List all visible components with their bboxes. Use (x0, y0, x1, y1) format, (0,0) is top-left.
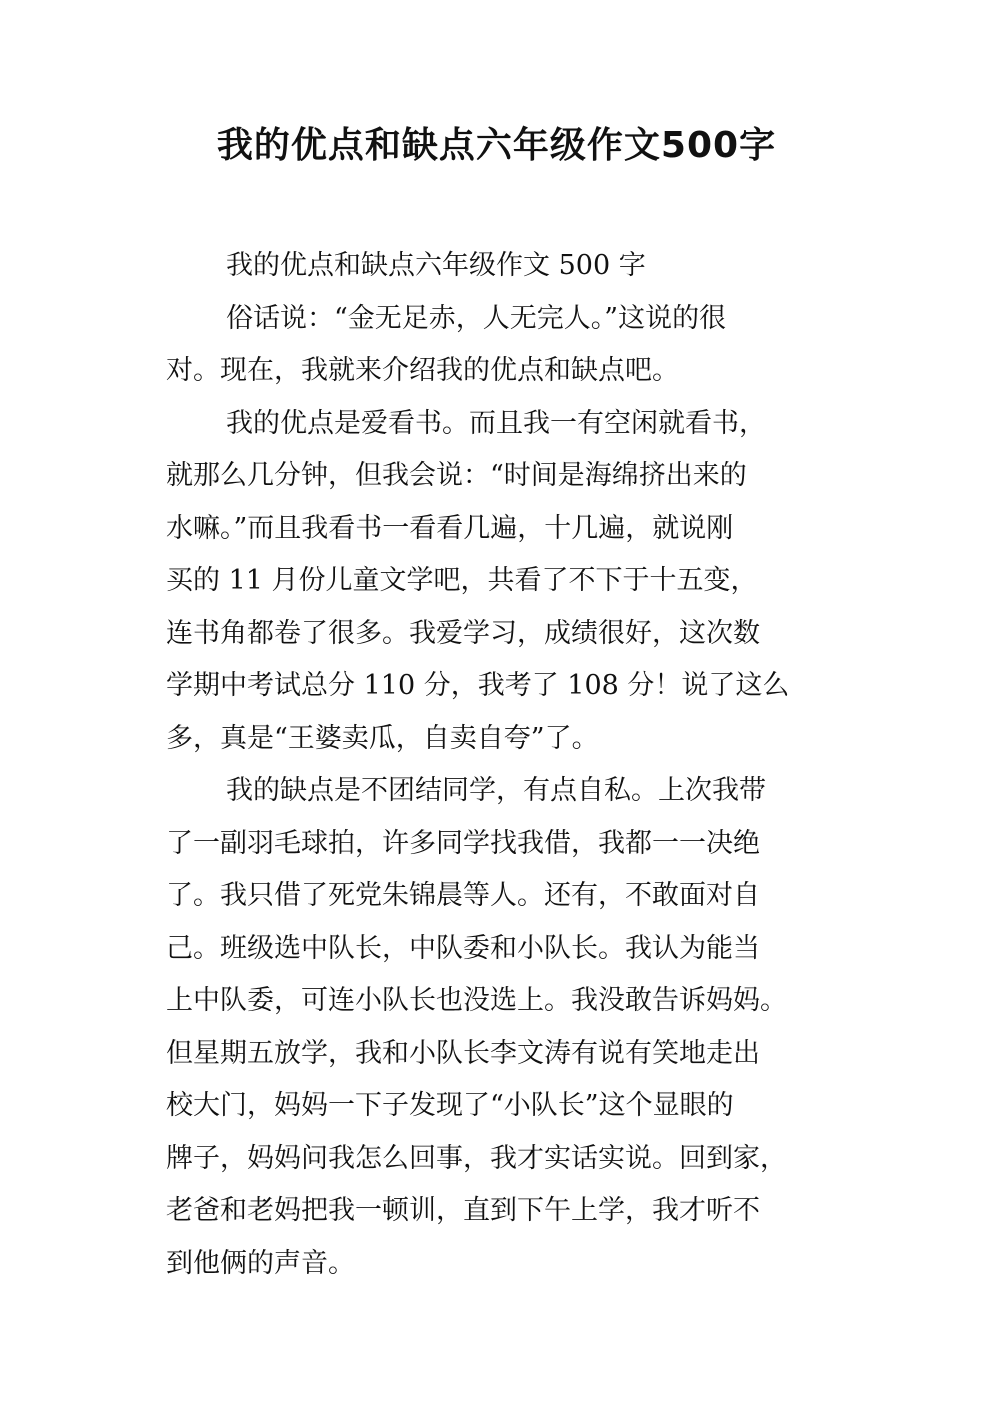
text-line: 了一副羽毛球拍，许多同学找我借，我都一一决绝 (166, 827, 760, 859)
text-line: 己。班级选中队长，中队委和小队长。我认为能当 (166, 932, 760, 964)
document-body (166, 240, 846, 1290)
text-line: 买的 11 月份儿童文学吧，共看了不下于十五变， (166, 565, 758, 596)
text-line: 水嘛。”而且我看书一看看几遍，十几遍，就说刚 (166, 512, 734, 544)
text-line: 校大门，妈妈一下子发现了“小队长”这个显眼的 (166, 1090, 734, 1121)
text-line: 我的优点和缺点六年级作文 500 字 (226, 250, 646, 281)
text-line: 就那么几分钟，但我会说：“时间是海绵挤出来的 (166, 460, 747, 491)
text-line: 老爸和老妈把我一顿训，直到下午上学，我才听不 (166, 1195, 760, 1226)
text-line: 俗话说：“金无足赤，人无完人。”这说的很 (226, 302, 727, 334)
text-line: 我的缺点是不团结同学，有点自私。上次我带 (226, 775, 766, 806)
text-line: 学期中考试总分 110 分，我考了 108 分！说了这么 (166, 670, 790, 701)
text-line: 我的优点是爱看书。而且我一有空闲就看书， (226, 407, 766, 439)
text-line: 牌子，妈妈问我怎么回事，我才实话实说。回到家， (166, 1142, 787, 1174)
text-line: 连书角都卷了很多。我爱学习，成绩很好，这次数 (166, 617, 760, 649)
text-line: 上中队委，可连小队长也没选上。我没敢告诉妈妈。 (166, 985, 787, 1016)
document-title: 我的优点和缺点六年级作文500字 (216, 125, 777, 166)
text-line: 但星期五放学，我和小队长李文涛有说有笑地走出 (166, 1037, 760, 1069)
text-line: 对。现在，我就来介绍我的优点和缺点吧。 (166, 355, 679, 386)
text-line: 到他俩的声音。 (166, 1247, 355, 1279)
text-line: 多，真是“王婆卖瓜，自卖自夸”了。 (166, 722, 599, 754)
text-line: 了。我只借了死党朱锦晨等人。还有，不敢面对自 (166, 880, 760, 911)
